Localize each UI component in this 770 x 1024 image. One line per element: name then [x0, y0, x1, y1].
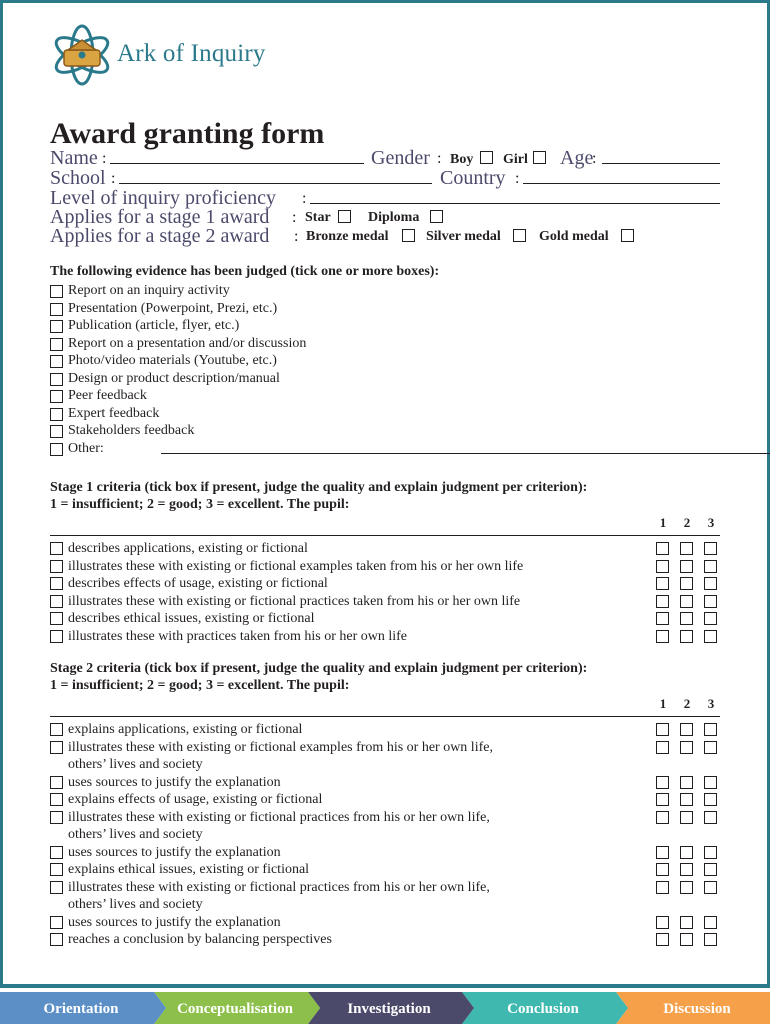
phase-label: Conclusion [507, 1001, 579, 1017]
score-checkbox[interactable] [656, 741, 669, 754]
criterion-text: explains applications, existing or fictional [68, 722, 303, 737]
criterion-text: uses sources to justify the explanation [68, 914, 281, 930]
score-header-label: 3 [707, 515, 715, 530]
evidence-label: Report on an inquiry activity [68, 283, 230, 298]
criterion-present-checkbox[interactable] [50, 916, 63, 929]
score-checkbox[interactable] [680, 577, 693, 590]
evidence-list [50, 283, 720, 458]
criterion-text: uses sources to justify the explanation [68, 774, 281, 790]
score-checkbox[interactable] [704, 560, 717, 573]
criterion-text: illustrates these with existing or fictional examples taken from his or her own life [68, 558, 524, 574]
criterion-row [50, 575, 720, 593]
criterion-present-checkbox[interactable] [50, 741, 63, 754]
evidence-item[interactable] [50, 336, 720, 354]
evidence-label: Other: [68, 440, 104, 456]
criterion-present-checkbox[interactable] [50, 793, 63, 806]
star-checkbox[interactable] [338, 210, 351, 223]
score-header-label: 1 [659, 515, 667, 530]
stage1-criteria-heading: Stage 1 criteria (tick box if present, judge the quality and explain judgment per criterion): [50, 480, 588, 495]
evidence-item[interactable] [50, 441, 720, 459]
criterion-row [50, 540, 720, 558]
phase-label: Orientation [43, 1001, 119, 1017]
criterion-text: explains effects of usage, existing or fictional [68, 792, 323, 807]
brand-name: Ark of Inquiry [117, 40, 266, 67]
criterion-present-checkbox[interactable] [50, 881, 63, 894]
score-checkbox[interactable] [680, 933, 693, 946]
score-checkbox[interactable] [704, 846, 717, 859]
stage2-criteria-list [50, 696, 720, 949]
criteria-rule [50, 716, 720, 717]
criterion-text: illustrates these with existing or fictional practices from his or her own life, [68, 809, 490, 825]
evidence-item[interactable] [50, 301, 720, 319]
criterion-text: describes ethical issues, existing or fictional [68, 611, 315, 626]
form-title: Award granting form [50, 117, 325, 150]
criterion-row [50, 914, 720, 932]
evidence-label: Publication (article, flyer, etc.) [68, 318, 240, 333]
criterion-text: illustrates these with practices taken from his or her own life [68, 628, 408, 644]
score-checkbox[interactable] [704, 811, 717, 824]
criterion-present-checkbox[interactable] [50, 630, 63, 643]
criterion-row [50, 774, 720, 792]
phase-nav [0, 992, 770, 1024]
evidence-checkbox[interactable] [50, 408, 63, 421]
score-checkbox[interactable] [680, 560, 693, 573]
name-label: Name [50, 147, 98, 169]
criterion-row [50, 809, 720, 844]
score-checkbox[interactable] [704, 595, 717, 608]
country-colon: : [515, 170, 520, 187]
evidence-label: Presentation (Powerpoint, Prezi, etc.) [68, 300, 278, 316]
score-checkbox[interactable] [680, 741, 693, 754]
gold-checkbox[interactable] [621, 229, 634, 242]
bronze-label: Bronze medal [306, 229, 389, 244]
country-label: Country [440, 167, 506, 189]
score-checkbox[interactable] [704, 863, 717, 876]
evidence-checkbox[interactable] [50, 443, 63, 456]
gender-colon: : [437, 150, 442, 167]
score-checkbox[interactable] [704, 933, 717, 946]
score-checkbox[interactable] [656, 776, 669, 789]
score-checkbox[interactable] [704, 916, 717, 929]
score-checkbox[interactable] [680, 542, 693, 555]
criterion-text: describes effects of usage, existing or fictional [68, 576, 328, 591]
score-checkbox[interactable] [656, 577, 669, 590]
school-colon: : [111, 170, 116, 187]
evidence-label: Stakeholders feedback [68, 423, 195, 438]
level-label: Level of inquiry proficiency [50, 187, 277, 209]
criterion-text: reaches a conclusion by balancing perspectives [68, 932, 332, 947]
criterion-present-checkbox[interactable] [50, 542, 63, 555]
silver-checkbox[interactable] [513, 229, 526, 242]
criterion-text: illustrates these with existing or fictional practices from his or her own life, [68, 879, 490, 895]
score-checkbox[interactable] [656, 630, 669, 643]
evidence-label: Design or product description/manual [68, 370, 280, 386]
score-header-label: 1 [659, 696, 667, 711]
criterion-text: describes applications, existing or fictional [68, 541, 308, 556]
phase-label: Investigation [347, 1001, 431, 1017]
criterion-present-checkbox[interactable] [50, 811, 63, 824]
evidence-item[interactable] [50, 353, 720, 371]
criterion-text: illustrates these with existing or fictional examples from his or her own life, [68, 739, 493, 755]
evidence-checkbox[interactable] [50, 355, 63, 368]
criterion-present-checkbox[interactable] [50, 933, 63, 946]
age-label: Age [560, 147, 594, 169]
score-checkbox[interactable] [656, 560, 669, 573]
criterion-text: others’ lives and society [68, 757, 203, 772]
stage1-colon: : [292, 209, 297, 226]
criterion-text: explains ethical issues, existing or fictional [68, 862, 310, 877]
score-checkbox[interactable] [680, 723, 693, 736]
criterion-text: others’ lives and society [68, 897, 203, 912]
name-field[interactable] [110, 163, 364, 164]
criterion-row [50, 791, 720, 809]
evidence-checkbox[interactable] [50, 338, 63, 351]
evidence-heading: The following evidence has been judged (tick one or more boxes): [50, 264, 440, 279]
star-label: Star [305, 210, 331, 225]
phase-label: Conceptualisation [177, 1001, 293, 1017]
criterion-row [50, 610, 720, 628]
criterion-row [50, 931, 720, 949]
criterion-row [50, 628, 720, 646]
score-checkbox[interactable] [680, 881, 693, 894]
criterion-row [50, 879, 720, 914]
age-colon: : [592, 150, 597, 167]
score-header-label: 2 [683, 696, 691, 711]
evidence-item[interactable] [50, 388, 720, 406]
criterion-present-checkbox[interactable] [50, 577, 63, 590]
criterion-row [50, 721, 720, 739]
criterion-row [50, 844, 720, 862]
score-checkbox[interactable] [656, 811, 669, 824]
level-colon: : [302, 190, 307, 207]
score-header-label: 3 [707, 696, 715, 711]
stage1-criteria-list [50, 515, 720, 645]
score-checkbox[interactable] [704, 612, 717, 625]
criterion-present-checkbox[interactable] [50, 846, 63, 859]
evidence-item[interactable] [50, 283, 720, 301]
evidence-label: Expert feedback [68, 405, 160, 421]
level-field[interactable] [310, 203, 720, 204]
score-checkbox[interactable] [656, 723, 669, 736]
score-checkbox[interactable] [680, 630, 693, 643]
score-checkbox[interactable] [704, 577, 717, 590]
stage2-award-label: Applies for a stage 2 award [50, 225, 270, 247]
boy-checkbox[interactable] [480, 151, 493, 164]
girl-checkbox[interactable] [533, 151, 546, 164]
criterion-row [50, 861, 720, 879]
criterion-text: others’ lives and society [68, 827, 203, 842]
score-checkbox[interactable] [704, 776, 717, 789]
criterion-row [50, 593, 720, 611]
criterion-text: uses sources to justify the explanation [68, 844, 281, 860]
stage2-criteria-heading: Stage 2 criteria (tick box if present, judge the quality and explain judgment per criterion): [50, 661, 588, 676]
evidence-item[interactable] [50, 371, 720, 389]
score-checkbox[interactable] [704, 793, 717, 806]
evidence-item[interactable] [50, 406, 720, 424]
evidence-label: Photo/video materials (Youtube, etc.) [68, 353, 277, 368]
score-checkbox[interactable] [704, 723, 717, 736]
criterion-row [50, 558, 720, 576]
score-checkbox[interactable] [680, 612, 693, 625]
score-checkbox[interactable] [656, 793, 669, 806]
criterion-present-checkbox[interactable] [50, 595, 63, 608]
criteria-rule [50, 535, 720, 536]
criterion-row [50, 739, 720, 774]
criterion-text: illustrates these with existing or fictional practices taken from his or her own life [68, 593, 521, 609]
evidence-checkbox[interactable] [50, 390, 63, 403]
evidence-checkbox[interactable] [50, 425, 63, 438]
age-field[interactable] [602, 163, 720, 164]
score-checkbox[interactable] [656, 846, 669, 859]
score-checkbox[interactable] [680, 776, 693, 789]
silver-label: Silver medal [426, 229, 501, 244]
score-checkbox[interactable] [704, 630, 717, 643]
gold-label: Gold medal [539, 229, 609, 244]
score-checkbox[interactable] [704, 542, 717, 555]
criterion-present-checkbox[interactable] [50, 612, 63, 625]
score-checkbox[interactable] [704, 881, 717, 894]
country-field[interactable] [523, 183, 720, 184]
score-header-label: 2 [683, 515, 691, 530]
evidence-checkbox[interactable] [50, 373, 63, 386]
gender-label: Gender [371, 147, 430, 169]
score-header [50, 696, 720, 716]
evidence-checkbox[interactable] [50, 285, 63, 298]
ark-logo-icon [50, 24, 114, 86]
score-checkbox[interactable] [680, 595, 693, 608]
criterion-present-checkbox[interactable] [50, 723, 63, 736]
phase-label: Discussion [663, 1001, 731, 1017]
boy-label: Boy [450, 152, 474, 167]
evidence-label: Peer feedback [68, 388, 147, 403]
score-checkbox[interactable] [680, 793, 693, 806]
score-checkbox[interactable] [656, 542, 669, 555]
diploma-checkbox[interactable] [430, 210, 443, 223]
stage2-scale-heading: 1 = insufficient; 2 = good; 3 = excellent. The pupil: [50, 678, 350, 693]
score-checkbox[interactable] [656, 595, 669, 608]
score-checkbox[interactable] [680, 916, 693, 929]
score-checkbox[interactable] [656, 916, 669, 929]
score-checkbox[interactable] [656, 863, 669, 876]
criterion-present-checkbox[interactable] [50, 863, 63, 876]
score-checkbox[interactable] [680, 863, 693, 876]
girl-label: Girl [503, 152, 528, 167]
name-colon: : [102, 150, 107, 167]
criterion-present-checkbox[interactable] [50, 560, 63, 573]
score-checkbox[interactable] [656, 612, 669, 625]
score-checkbox[interactable] [656, 881, 669, 894]
bronze-checkbox[interactable] [402, 229, 415, 242]
score-checkbox[interactable] [656, 933, 669, 946]
evidence-item[interactable] [50, 423, 720, 441]
diploma-label: Diploma [368, 210, 420, 225]
evidence-checkbox[interactable] [50, 303, 63, 316]
score-checkbox[interactable] [680, 846, 693, 859]
score-checkbox[interactable] [680, 811, 693, 824]
stage1-award-label: Applies for a stage 1 award [50, 206, 270, 228]
school-field[interactable] [119, 183, 432, 184]
school-label: School [50, 167, 106, 189]
evidence-label: Report on a presentation and/or discussion [68, 335, 307, 351]
stage2-colon: : [294, 228, 299, 245]
other-field[interactable] [161, 453, 770, 454]
stage1-scale-heading: 1 = insufficient; 2 = good; 3 = excellent. The pupil: [50, 497, 350, 512]
evidence-checkbox[interactable] [50, 320, 63, 333]
criterion-present-checkbox[interactable] [50, 776, 63, 789]
evidence-item[interactable] [50, 318, 720, 336]
score-header [50, 515, 720, 535]
score-checkbox[interactable] [704, 741, 717, 754]
